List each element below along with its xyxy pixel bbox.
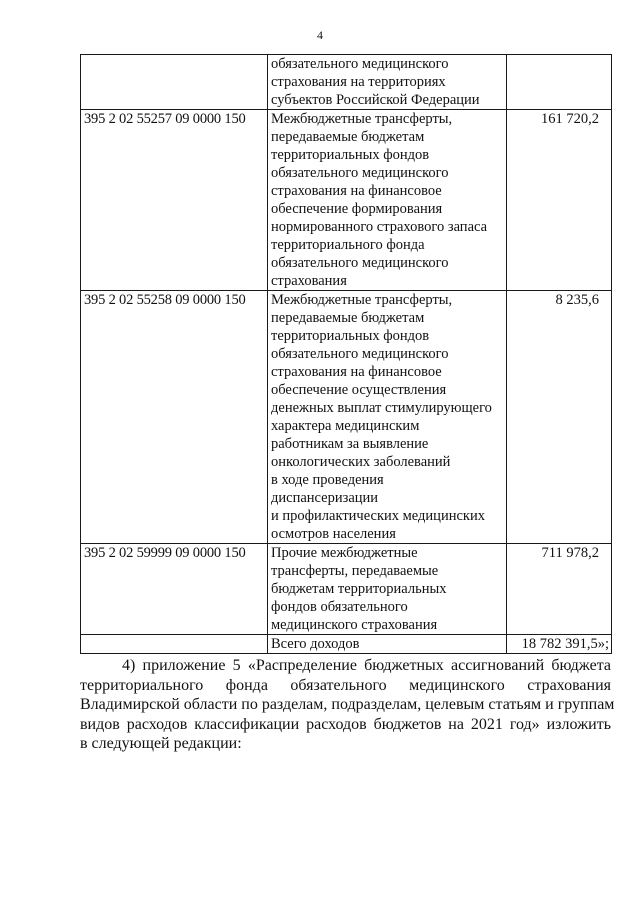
amendment-paragraph (80, 656, 615, 754)
income-table (80, 54, 612, 654)
income-name-cell: обязательного медицинского страхования на территориях субъектов Российской Федерации (268, 55, 507, 110)
amount-cell: 711 978,2 (507, 544, 612, 635)
total-label: Всего доходов (268, 635, 507, 654)
income-name-cell: Межбюджетные трансферты, передаваемые бюджетам территориальных фондов обязательного медицинского страхования на финансовое обеспечение формирования нормированного страхового запаса территориального фонда обязательного медицинского страхования (268, 110, 507, 291)
page-number: 4 (317, 28, 323, 42)
amount-cell: 161 720,2 (507, 110, 612, 291)
income-name-cell: Прочие межбюджетные трансферты, передаваемые бюджетам территориальных фондов обязательного медицинского страхования (268, 544, 507, 635)
paragraph-line: Владимирской области по разделам, подразделам, целевым статьям и группам (80, 696, 615, 713)
table-row (81, 544, 612, 635)
total-code-cell (81, 635, 268, 654)
total-amount: 18 782 391,5»; (507, 635, 612, 654)
total-row (81, 635, 612, 654)
paragraph-line: территориального фонда обязательного медицинского страхования (80, 676, 611, 694)
paragraph-line: 4) приложение 5 «Распределение бюджетных ассигнований бюджета (122, 657, 611, 674)
budget-code-cell: 395 2 02 55258 09 0000 150 (81, 291, 268, 544)
table-row (81, 291, 612, 544)
budget-code-cell: 395 2 02 55257 09 0000 150 (81, 110, 268, 291)
table-row (81, 110, 612, 291)
budget-code-cell (81, 55, 268, 110)
amount-cell (507, 55, 612, 110)
paragraph-line: видов расходов классификации расходов бюджетов на 2021 год» изложить (80, 715, 611, 733)
income-name-cell: Межбюджетные трансферты, передаваемые бюджетам территориальных фондов обязательного медицинского страхования на финансовое обеспечение осуществления денежных выплат стимулирующего характера медицинским работникам за выявление онкологических заболеваний в ходе проведения диспансеризации и профилактических медицинских осмотров населения (268, 291, 507, 544)
paragraph-line: в следующей редакции: (80, 735, 242, 752)
table-row (81, 55, 612, 110)
amount-cell: 8 235,6 (507, 291, 612, 544)
budget-code-cell: 395 2 02 59999 09 0000 150 (81, 544, 268, 635)
